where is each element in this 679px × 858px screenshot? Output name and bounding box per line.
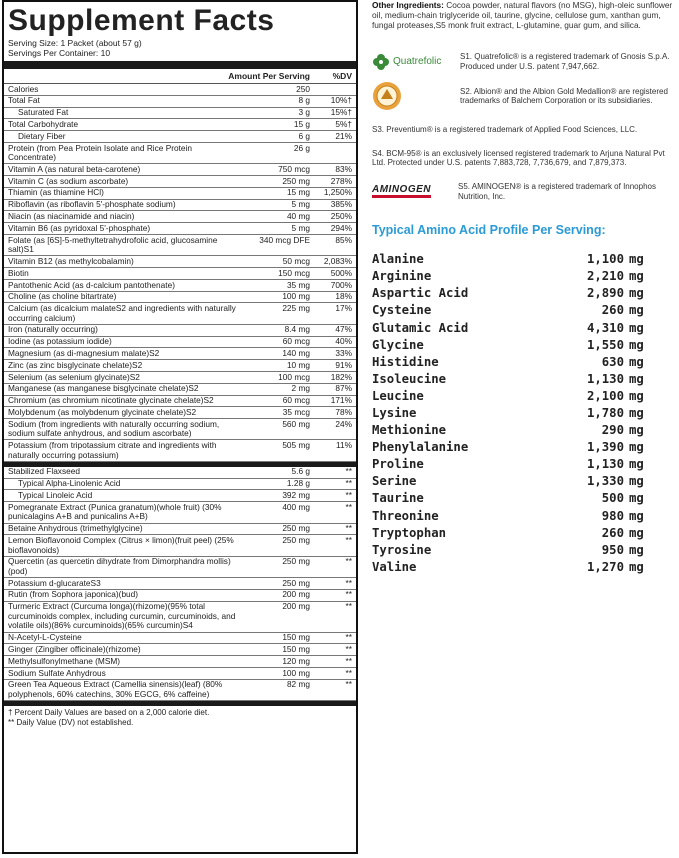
row-amount: 340 mcg DFE xyxy=(259,234,310,245)
amino-unit: mg xyxy=(629,559,644,574)
row-name: Dietary Fiber xyxy=(18,130,66,141)
amino-profile-title: Typical Amino Acid Profile Per Serving: xyxy=(372,223,606,238)
row-name: Stabilized Flaxseed xyxy=(8,466,80,477)
other-ingredients-text: Cocoa powder, natural flavors (no MSG), high-oleic sunflower oil, medium-chain triglyceride oil, taurine, glycine, cellulose gum, xanthan gum, fungal proteases,S5 monk fruit extract, L-glutamine, guar gum, and silica. xyxy=(372,0,673,30)
amino-row xyxy=(372,302,677,319)
row-amount: 150 mg xyxy=(282,644,310,654)
amino-value: 1,780 xyxy=(586,406,624,420)
amino-profile-list xyxy=(372,251,677,576)
table-row xyxy=(4,479,356,491)
row-amount: 140 mg xyxy=(282,348,310,358)
row-amount: 50 mcg xyxy=(282,255,310,266)
row-amount: 5.6 g xyxy=(291,466,310,477)
ingredient-rows xyxy=(4,467,356,701)
row-dv: 500% xyxy=(330,267,352,278)
row-name: Biotin xyxy=(8,267,29,278)
header-amount: Amount Per Serving xyxy=(228,71,310,81)
row-name: Vitamin A (as natural beta-carotene) xyxy=(8,163,141,174)
row-dv: 17% xyxy=(335,303,352,314)
table-row xyxy=(4,372,356,384)
row-name: Vitamin B12 (as methylcobalamin) xyxy=(8,255,134,266)
thick-divider xyxy=(4,61,356,69)
row-dv: 24% xyxy=(335,418,352,429)
clover-icon xyxy=(372,53,390,71)
row-amount: 225 mg xyxy=(282,303,310,314)
row-dv: 83% xyxy=(335,163,352,174)
row-dv: 294% xyxy=(330,222,352,233)
row-name: Magnesium (as di-magnesium malate)S2 xyxy=(8,348,160,358)
aminogen-logo xyxy=(372,185,458,198)
table-row xyxy=(4,467,356,479)
amino-row xyxy=(372,337,677,354)
row-amount: 1.28 g xyxy=(286,478,310,489)
amino-value: 290 xyxy=(601,423,624,438)
amino-unit: mg xyxy=(629,440,644,455)
other-ingredients-label: Other Ingredients: xyxy=(372,0,444,10)
amino-value: 630 xyxy=(601,354,624,369)
row-amount: 560 mg xyxy=(282,418,310,429)
row-name: Protein (from Pea Protein Isolate and Rice Protein Concentrate) xyxy=(8,142,193,163)
amino-name: Glycine xyxy=(372,337,424,352)
amino-value: 1,130 xyxy=(586,371,624,386)
table-row xyxy=(4,557,356,578)
table-header xyxy=(4,69,356,84)
row-amount: 35 mcg xyxy=(282,406,310,417)
table-row xyxy=(4,303,356,324)
right-column xyxy=(372,0,677,576)
row-dv: ** xyxy=(345,534,352,545)
amino-value: 2,890 xyxy=(586,286,624,301)
table-row xyxy=(4,490,356,502)
row-amount: 100 mg xyxy=(282,667,310,678)
row-name: Betaine Anhydrous (trimethylglycine) xyxy=(8,523,143,534)
row-dv xyxy=(310,85,352,95)
row-amount: 200 mg xyxy=(282,589,310,600)
amino-name: Aspartic Acid xyxy=(372,286,469,301)
row-amount: 5 mg xyxy=(291,222,310,233)
amino-value: 2,210 xyxy=(586,269,624,284)
amino-unit: mg xyxy=(629,423,644,438)
amino-row xyxy=(372,251,677,268)
table-row xyxy=(4,280,356,292)
row-dv: 91% xyxy=(335,359,352,370)
row-name: Typical Alpha-Linolenic Acid xyxy=(18,478,121,489)
row-dv: 85% xyxy=(335,234,352,245)
table-row xyxy=(4,668,356,680)
trademark-s4-text: S4. BCM-95® is an exclusively licensed registered trademark to Arjuna Natural Pvt Ltd. Protected under U.S. patents 7,883,728, 7,736,679, and 7,879,373. xyxy=(372,148,665,168)
row-amount: 250 xyxy=(296,83,310,94)
quatrefolic-logo-text: Quatrefolic xyxy=(393,55,442,67)
amino-row xyxy=(372,388,677,405)
row-amount: 3 g xyxy=(298,107,310,118)
row-amount: 150 mg xyxy=(282,632,310,643)
table-row xyxy=(4,602,356,633)
table-row xyxy=(4,200,356,212)
trademark-s5-text: S5. AMINOGEN® is a registered trademark of Innophos Nutrition, Inc. xyxy=(458,181,656,201)
row-dv: 171% xyxy=(330,395,352,406)
table-row xyxy=(4,348,356,360)
row-dv: ** xyxy=(345,601,352,612)
row-amount: 400 mg xyxy=(282,501,310,512)
trademark-s2 xyxy=(372,81,677,111)
amino-unit: mg xyxy=(629,337,644,352)
row-name: Lemon Bioflavonoid Complex (Citrus × limon)(fruit peel) (25% bioflavonoids) xyxy=(8,534,234,555)
amino-value: 4,310 xyxy=(586,320,624,335)
row-amount: 40 mg xyxy=(286,211,310,221)
row-dv: 5%† xyxy=(335,118,352,129)
row-amount: 100 mg xyxy=(282,291,310,302)
quatrefolic-logo xyxy=(372,53,460,71)
table-row xyxy=(4,131,356,143)
row-amount: 750 mcg xyxy=(278,163,310,174)
table-row xyxy=(4,223,356,235)
row-amount: 35 mg xyxy=(286,279,310,290)
row-amount: 250 mg xyxy=(282,577,310,588)
amino-unit: mg xyxy=(629,542,644,557)
row-amount: 26 g xyxy=(293,142,310,153)
amino-unit: mg xyxy=(629,320,644,335)
table-row xyxy=(4,188,356,200)
row-dv: 385% xyxy=(330,199,352,210)
amino-unit: mg xyxy=(629,388,644,403)
amino-name: Valine xyxy=(372,559,417,574)
row-dv: 87% xyxy=(335,383,352,394)
trademark-s2-text: S2. Albion® and the Albion Gold Medallion® are registered trademarks of Balchem Corporation or its subsidiaries. xyxy=(460,86,668,106)
table-row xyxy=(4,337,356,349)
amino-row xyxy=(372,268,677,285)
table-row xyxy=(4,656,356,668)
amino-unit: mg xyxy=(629,406,644,420)
row-name: Pomegranate Extract (Punica granatum)(whole fruit) (30% punicalagins A+B and punicalins A+B) xyxy=(8,501,222,522)
row-dv: 33% xyxy=(335,348,352,358)
amino-name: Cysteine xyxy=(372,303,432,318)
table-row xyxy=(4,578,356,590)
row-name: Selenium (as selenium glycinate)S2 xyxy=(8,371,140,382)
row-dv: ** xyxy=(345,556,352,567)
row-name: Rutin (from Sophora japonica)(bud) xyxy=(8,589,139,600)
row-dv: 78% xyxy=(335,406,352,417)
row-name: Riboflavin (as riboflavin 5'-phosphate sodium) xyxy=(8,199,176,210)
table-row xyxy=(4,396,356,408)
row-name: Pantothenic Acid (as d-calcium pantothenate) xyxy=(8,279,175,290)
amino-name: Threonine xyxy=(372,508,439,523)
row-name: Zinc (as zinc bisglycinate chelate)S2 xyxy=(8,359,143,370)
amino-row xyxy=(372,456,677,473)
row-dv: 11% xyxy=(336,440,352,451)
trademark-s5 xyxy=(372,182,677,201)
row-amount: 15 mg xyxy=(286,187,310,198)
row-amount: 100 mcg xyxy=(278,371,310,382)
supplement-facts-panel xyxy=(2,0,358,854)
row-dv: 278% xyxy=(330,175,352,186)
row-dv: ** xyxy=(345,466,352,477)
row-dv: 15%† xyxy=(330,107,352,118)
row-name: Ginger (Zingiber officinale)(rhizome) xyxy=(8,644,141,654)
amino-row xyxy=(372,354,677,371)
amino-name: Proline xyxy=(372,457,424,472)
amino-row xyxy=(372,559,677,576)
table-row xyxy=(4,268,356,280)
table-row xyxy=(4,292,356,304)
table-row xyxy=(4,119,356,131)
amino-value: 1,130 xyxy=(586,457,624,472)
row-dv: ** xyxy=(345,523,352,534)
nutrient-rows xyxy=(4,84,356,462)
table-row xyxy=(4,407,356,419)
amino-value: 260 xyxy=(601,303,624,318)
table-row xyxy=(4,535,356,556)
amino-unit: mg xyxy=(629,303,644,318)
amino-name: Alanine xyxy=(372,252,424,267)
albion-logo xyxy=(372,81,460,111)
row-name: Vitamin C (as sodium ascorbate) xyxy=(8,175,129,186)
row-dv: ** xyxy=(345,478,352,489)
trademark-s1 xyxy=(372,52,677,71)
row-dv: ** xyxy=(345,589,352,600)
table-row xyxy=(4,502,356,523)
row-name: Saturated Fat xyxy=(18,107,69,118)
row-amount: 5 mg xyxy=(291,199,310,210)
amino-name: Serine xyxy=(372,474,417,489)
amino-name: Lysine xyxy=(372,406,417,420)
panel-title: Supplement Facts xyxy=(8,4,275,37)
row-name: Sodium (from ingredients with naturally occurring sodium, sodium sulfate anhydrous, and sodium ascorbate) xyxy=(8,418,220,439)
table-row xyxy=(4,325,356,337)
amino-unit: mg xyxy=(629,474,644,489)
row-name: Iron (naturally occurring) xyxy=(8,324,98,335)
row-name: Calcium (as dicalcium malateS2 and ingredients with naturally occurring calcium) xyxy=(8,303,236,323)
row-name: Potassium (from tripotassium citrate and ingredients with naturally occurring potassium) xyxy=(8,440,217,460)
table-row xyxy=(4,176,356,188)
table-row xyxy=(4,108,356,120)
row-name: Total Fat xyxy=(8,95,40,106)
row-amount: 200 mg xyxy=(282,601,310,612)
row-name: Sodium Sulfate Anhydrous xyxy=(8,667,106,678)
table-row xyxy=(4,440,356,461)
amino-unit: mg xyxy=(629,491,644,506)
amino-name: Phenylalanine xyxy=(372,440,469,455)
amino-name: Isoleucine xyxy=(372,371,447,386)
amino-row xyxy=(372,542,677,559)
row-name: Green Tea Aqueous Extract (Camellia sinensis)(leaf) (80% polyphenols, 60% catechins, 30% EGCG, 6% caffeine) xyxy=(8,679,223,699)
servings-per-container: Servings Per Container: 10 xyxy=(8,48,111,58)
row-amount: 10 mg xyxy=(286,359,310,370)
albion-medallion-icon xyxy=(372,81,402,111)
row-name: Methylsulfonylmethane (MSM) xyxy=(8,655,121,666)
amino-row xyxy=(372,320,677,337)
amino-row xyxy=(372,508,677,525)
amino-value: 2,100 xyxy=(586,388,624,403)
amino-name: Leucine xyxy=(372,388,424,403)
row-name: Molybdenum (as molybdenum glycinate chelate)S2 xyxy=(8,406,197,417)
aminogen-logo-text: AMINOGEN xyxy=(372,185,431,198)
row-dv: ** xyxy=(345,655,352,666)
amino-value: 1,550 xyxy=(586,337,624,352)
row-dv: 250% xyxy=(330,211,352,221)
serving-size: Serving Size: 1 Packet (about 57 g) xyxy=(8,38,142,48)
amino-row xyxy=(372,525,677,542)
row-name: Chromium (as chromium nicotinate glycinate chelate)S2 xyxy=(8,395,214,406)
amino-unit: mg xyxy=(629,508,644,523)
table-row xyxy=(4,235,356,256)
row-amount: 82 mg xyxy=(286,679,310,690)
row-name: Potassium d-glucarateS3 xyxy=(8,577,101,588)
row-amount: 60 mcg xyxy=(282,395,310,406)
row-dv: ** xyxy=(345,644,352,654)
amino-value: 1,100 xyxy=(586,252,624,267)
row-name: Manganese (as manganese bisglycinate chelate)S2 xyxy=(8,383,199,394)
row-amount: 6 g xyxy=(298,130,310,141)
table-row xyxy=(4,96,356,108)
row-amount: 250 mg xyxy=(282,523,310,534)
table-row xyxy=(4,419,356,440)
amino-name: Tyrosine xyxy=(372,542,432,557)
amino-value: 1,270 xyxy=(586,559,624,574)
amino-row xyxy=(372,439,677,456)
amino-row xyxy=(372,405,677,422)
row-dv: 182% xyxy=(330,371,352,382)
row-amount: 8.4 mg xyxy=(284,324,310,335)
row-dv: 40% xyxy=(335,336,352,347)
row-name: Quercetin (as quercetin dihydrate from Dimorphandra mollis)(pod) xyxy=(8,556,231,576)
trademark-s1-text: S1. Quatrefolic® is a registered trademark of Gnosis S.p.A. Produced under U.S. patent 7,947,662. xyxy=(460,52,670,71)
amino-name: Tryptophan xyxy=(372,525,447,540)
row-dv: ** xyxy=(345,632,352,643)
amino-unit: mg xyxy=(629,457,644,472)
header-dv: %DV xyxy=(332,71,352,81)
row-amount: 250 mg xyxy=(282,175,310,186)
amino-unit: mg xyxy=(629,286,644,301)
row-name: Choline (as choline bitartrate) xyxy=(8,291,117,302)
amino-name: Glutamic Acid xyxy=(372,320,469,335)
amino-name: Arginine xyxy=(372,269,432,284)
row-dv: 18% xyxy=(335,291,352,302)
row-name: Iodine (as potassium iodide) xyxy=(8,336,112,347)
table-row xyxy=(4,360,356,372)
amino-row xyxy=(372,473,677,490)
row-dv: ** xyxy=(345,501,352,512)
row-name: Thiamin (as thiamine HCl) xyxy=(8,187,104,198)
table-row xyxy=(4,143,356,164)
amino-name: Taurine xyxy=(372,491,424,506)
amino-unit: mg xyxy=(629,252,644,267)
row-name: Vitamin B6 (as pyridoxal 5'-phosphate) xyxy=(8,222,151,233)
row-amount: 250 mg xyxy=(282,534,310,545)
table-row xyxy=(4,633,356,645)
footnote-dv: † Percent Daily Values are based on a 2,000 calorie diet. xyxy=(8,708,210,718)
row-amount: 8 g xyxy=(298,95,310,106)
row-name: N-Acetyl-L-Cysteine xyxy=(8,632,82,643)
row-dv: ** xyxy=(345,577,352,588)
row-amount: 250 mg xyxy=(282,556,310,567)
row-dv: ** xyxy=(345,490,352,500)
row-name: Folate (as [6S]-5-methyltetrahydrofolic acid, glucosamine salt)S1 xyxy=(8,234,218,255)
table-row xyxy=(4,524,356,536)
table-row xyxy=(4,211,356,223)
row-dv: 47% xyxy=(335,324,352,335)
amino-value: 1,330 xyxy=(586,474,624,489)
table-row xyxy=(4,84,356,96)
footnotes xyxy=(4,706,356,729)
row-name: Total Carbohydrate xyxy=(8,118,79,129)
row-name: Calories xyxy=(8,83,39,94)
amino-name: Histidine xyxy=(372,354,439,369)
amino-value: 500 xyxy=(601,491,624,506)
table-row xyxy=(4,256,356,268)
amino-value: 980 xyxy=(601,508,624,523)
table-row xyxy=(4,680,356,701)
amino-row xyxy=(372,422,677,439)
row-dv: 10%† xyxy=(330,95,352,106)
row-amount: 505 mg xyxy=(282,440,310,451)
amino-value: 950 xyxy=(601,542,624,557)
amino-unit: mg xyxy=(629,525,644,540)
amino-value: 1,390 xyxy=(586,440,624,455)
trademark-s3-text: S3. Preventium® is a registered trademark of Applied Food Sciences, LLC. xyxy=(372,125,638,135)
amino-row xyxy=(372,285,677,302)
table-row xyxy=(4,164,356,176)
table-row xyxy=(4,644,356,656)
row-dv: 1,250% xyxy=(323,187,352,198)
row-amount: 60 mcg xyxy=(282,336,310,347)
row-name: Turmeric Extract (Curcuma longa)(rhizome)(95% total curcuminoids complex, including curcumin, curcuminoids, and volatile oils)(86% curcuminoids)(65% curcumin)S4 xyxy=(8,601,236,631)
table-row xyxy=(4,590,356,602)
row-dv: ** xyxy=(345,667,352,678)
row-amount: 392 mg xyxy=(282,490,310,500)
row-name: Typical Linoleic Acid xyxy=(18,490,93,500)
row-dv xyxy=(310,144,352,163)
row-dv: 700% xyxy=(330,279,352,290)
row-amount: 150 mcg xyxy=(278,267,310,278)
row-amount: 120 mg xyxy=(282,655,310,666)
row-dv: ** xyxy=(345,679,352,690)
amino-value: 260 xyxy=(601,525,624,540)
row-dv: 21% xyxy=(335,130,352,141)
row-dv: 2,083% xyxy=(323,255,352,266)
amino-unit: mg xyxy=(629,354,644,369)
amino-name: Methionine xyxy=(372,423,447,438)
amino-unit: mg xyxy=(629,269,644,284)
table-row xyxy=(4,384,356,396)
row-name: Niacin (as niacinamide and niacin) xyxy=(8,211,135,221)
other-ingredients xyxy=(372,0,677,30)
row-amount: 2 mg xyxy=(291,383,310,394)
footnote-not-established: ** Daily Value (DV) not established. xyxy=(8,717,134,727)
amino-row xyxy=(372,371,677,388)
amino-row xyxy=(372,490,677,507)
row-amount: 15 g xyxy=(293,118,310,129)
amino-unit: mg xyxy=(629,371,644,386)
